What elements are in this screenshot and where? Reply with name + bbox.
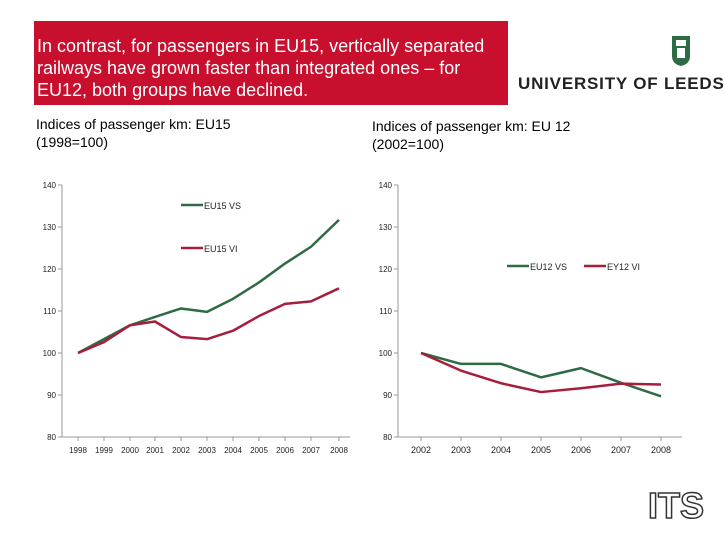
x-tick-label: 2004 <box>490 445 512 455</box>
y-tick-label: 100 <box>378 349 392 358</box>
x-tick-label: 2008 <box>330 446 348 455</box>
chart-title-eu12-line1: Indices of passenger km: EU 12 <box>372 118 571 134</box>
x-tick-label: 2007 <box>610 445 632 455</box>
x-tick-label: 1998 <box>69 446 87 455</box>
x-tick-label: 2006 <box>570 445 592 455</box>
x-tick-label: 2006 <box>276 446 294 455</box>
chart-title-eu15-line2: (1998=100) <box>36 134 109 150</box>
y-tick-label: 130 <box>378 223 392 232</box>
its-logo <box>648 484 705 526</box>
x-tick-label: 2004 <box>224 446 242 455</box>
x-tick-label: 2008 <box>650 445 672 455</box>
x-tick-label: 2002 <box>410 445 432 455</box>
x-tick-label: 2005 <box>250 446 268 455</box>
legend-label: EY12 VI <box>607 262 641 272</box>
x-tick-label: 1999 <box>95 446 113 455</box>
x-tick-label: 2000 <box>121 446 139 455</box>
x-tick-label: 2005 <box>530 445 552 455</box>
slide-title: In contrast, for passengers in EU15, vertically separated railways have grown faster than integrated ones – for EU12, both groups have declined. <box>37 36 485 100</box>
its-logo-text: ITS <box>648 485 705 526</box>
chart-title-eu15-line1: Indices of passenger km: EU15 <box>36 116 231 132</box>
y-tick-label: 120 <box>42 265 56 274</box>
legend-label: EU15 VS <box>204 201 242 211</box>
y-tick-label: 130 <box>42 223 56 232</box>
y-tick-label: 140 <box>42 181 56 190</box>
chart-title-eu12-line2: (2002=100) <box>372 136 445 152</box>
y-tick-label: 80 <box>47 433 56 442</box>
x-tick-label: 2003 <box>198 446 216 455</box>
university-logo-text: UNIVERSITY OF LEEDS <box>518 74 725 93</box>
y-tick-label: 90 <box>47 391 56 400</box>
series-line-eu12-vs <box>421 353 661 396</box>
y-tick-label: 110 <box>43 307 56 316</box>
legend-label: EU12 VS <box>530 262 568 272</box>
y-tick-label: 80 <box>383 433 392 442</box>
its-logo-icon <box>648 484 705 526</box>
series-line-ey12-vi <box>421 353 661 392</box>
y-tick-label: 90 <box>383 391 392 400</box>
y-tick-label: 110 <box>379 307 392 316</box>
y-tick-label: 120 <box>378 265 392 274</box>
legend-label: EU15 VI <box>204 244 238 254</box>
x-tick-label: 2003 <box>450 445 472 455</box>
x-tick-label: 2002 <box>172 446 190 455</box>
x-tick-label: 2001 <box>146 446 164 455</box>
x-tick-label: 2007 <box>302 446 320 455</box>
y-tick-label: 100 <box>42 349 56 358</box>
y-tick-label: 140 <box>378 181 392 190</box>
